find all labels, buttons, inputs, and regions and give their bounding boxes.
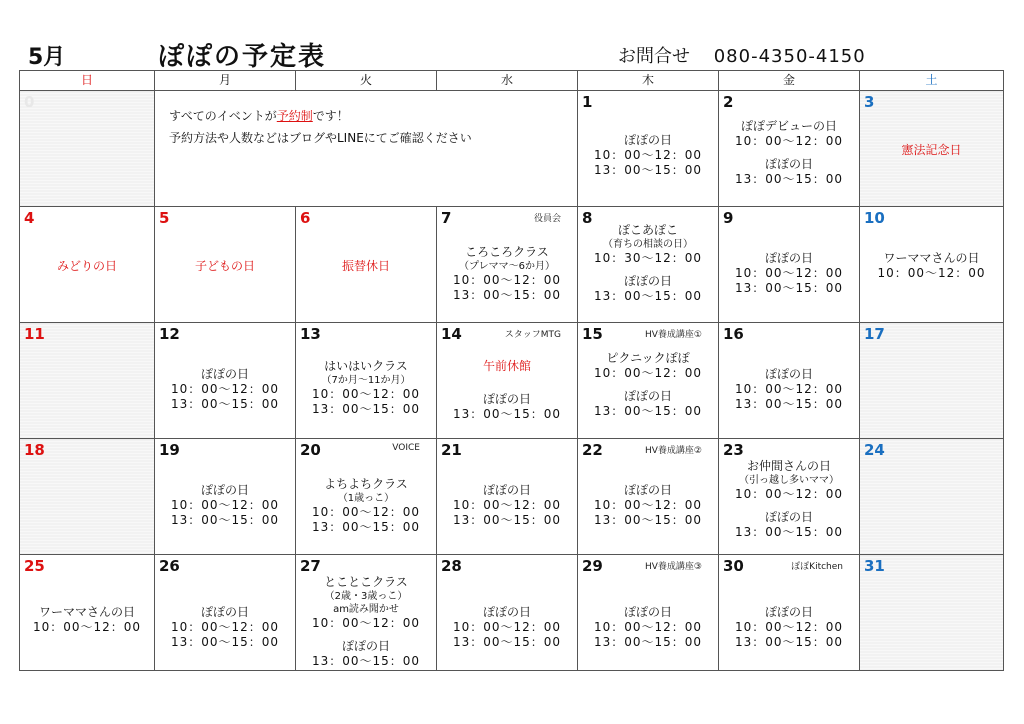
day-events xyxy=(860,143,1003,158)
day-number: 20 xyxy=(300,441,321,459)
calendar-table xyxy=(19,70,1004,671)
day-number: 27 xyxy=(300,557,321,575)
holiday-label: 子どもの日 xyxy=(194,259,255,273)
event-note: （引っ越し多いママ） xyxy=(739,475,839,486)
day-number: 24 xyxy=(864,441,885,459)
day-tag: HV養成講座③ xyxy=(645,562,702,572)
event-time: 10：00～12：00 xyxy=(452,273,562,287)
event-title: ころころクラス xyxy=(465,245,549,259)
event-time: 13：00～15：00 xyxy=(452,288,562,302)
day-events xyxy=(155,367,295,412)
day-cell-15 xyxy=(578,323,719,439)
day-cell-21 xyxy=(437,439,578,555)
day-cell-14 xyxy=(437,323,578,439)
event-title: ぽぽの日 xyxy=(623,605,672,619)
event-title: ぽぽの日 xyxy=(623,483,672,497)
day-tag: スタッフMTG xyxy=(504,330,561,340)
day-events xyxy=(578,133,718,178)
event-time: 10：00～12：00 xyxy=(593,620,703,634)
event-time: 10：30～12：00 xyxy=(593,251,703,265)
day-events xyxy=(578,223,718,304)
event-title: ぽぽの日 xyxy=(482,605,531,619)
day-events xyxy=(20,259,154,274)
event-time: 13：00～15：00 xyxy=(593,513,703,527)
event-title: ぽぽの日 xyxy=(623,274,672,288)
day-events xyxy=(578,483,718,528)
weekday-mon: 月 xyxy=(155,71,296,91)
event-time: 13：00～15：00 xyxy=(170,397,280,411)
day-number: 16 xyxy=(723,325,744,343)
day-events xyxy=(20,605,154,635)
day-cell-9 xyxy=(719,207,860,323)
notice-text xyxy=(169,105,472,149)
day-cell-11 xyxy=(20,323,155,439)
event-title: ぽぽの日 xyxy=(764,605,813,619)
event-note: am読み聞かせ xyxy=(333,604,399,615)
notice-post: です！ xyxy=(312,109,349,123)
day-number: 5 xyxy=(159,209,170,227)
day-number: 28 xyxy=(441,557,462,575)
event-title: ぽぽの日 xyxy=(200,483,249,497)
event-title: よちよちクラス xyxy=(324,477,408,491)
day-cell-26 xyxy=(155,555,296,671)
day-number: 6 xyxy=(300,209,311,227)
day-number: 22 xyxy=(582,441,603,459)
notice-line-2: 予約方法や人数などはブログやLINEにてご確認ください xyxy=(169,131,472,145)
event-title: ぽぽデビューの日 xyxy=(740,119,837,133)
day-number: 8 xyxy=(582,209,593,227)
day-number: 3 xyxy=(864,93,875,111)
event-time: 10：00～12：00 xyxy=(311,616,421,630)
event-title: ぽぽの日 xyxy=(200,367,249,381)
day-number: 17 xyxy=(864,325,885,343)
day-events xyxy=(155,483,295,528)
weekday-sun: 日 xyxy=(20,71,155,91)
notice-cell xyxy=(155,91,578,207)
closure-label: 午前休館 xyxy=(482,359,531,373)
day-events xyxy=(719,251,859,296)
notice-line-1 xyxy=(169,105,472,127)
event-time: 10：00～12：00 xyxy=(877,266,986,280)
day-number: 4 xyxy=(24,209,35,227)
day-number: 7 xyxy=(441,209,452,227)
week-row xyxy=(20,323,1004,439)
week-row xyxy=(20,439,1004,555)
day-events xyxy=(719,459,859,540)
event-time: 13：00～15：00 xyxy=(593,404,703,418)
day-cell-28 xyxy=(437,555,578,671)
event-title: ぽぽの日 xyxy=(482,483,531,497)
event-time: 13：00～15：00 xyxy=(452,513,562,527)
day-events xyxy=(296,477,436,535)
day-number: 0 xyxy=(24,93,35,111)
day-events xyxy=(296,359,436,417)
day-events xyxy=(860,251,1003,281)
week-row xyxy=(20,91,1004,207)
event-time: 13：00～15：00 xyxy=(170,513,280,527)
event-time: 10：00～12：00 xyxy=(32,620,142,634)
event-time: 13：00～15：00 xyxy=(452,407,562,421)
contact-info xyxy=(618,42,866,68)
day-cell-5 xyxy=(155,207,296,323)
event-time: 13：00～15：00 xyxy=(593,289,703,303)
weekday-header-row xyxy=(20,71,1004,91)
contact-label: お問合せ xyxy=(618,46,690,67)
notice-pre: すべてのイベントが xyxy=(169,109,277,123)
day-cell-24 xyxy=(860,439,1004,555)
day-cell-31 xyxy=(860,555,1004,671)
holiday-label: 振替休日 xyxy=(341,259,390,273)
notice-emphasis: 予約制 xyxy=(276,109,313,123)
day-cell-0 xyxy=(20,91,155,207)
day-number: 15 xyxy=(582,325,603,343)
day-cell-4 xyxy=(20,207,155,323)
day-number: 14 xyxy=(441,325,462,343)
day-number: 29 xyxy=(582,557,603,575)
day-cell-16 xyxy=(719,323,860,439)
day-cell-12 xyxy=(155,323,296,439)
event-time: 13：00～15：00 xyxy=(734,281,844,295)
day-events xyxy=(155,259,295,274)
day-number: 11 xyxy=(24,325,45,343)
day-cell-17 xyxy=(860,323,1004,439)
holiday-label: 憲法記念日 xyxy=(901,143,962,157)
day-events xyxy=(296,575,436,669)
day-cell-3 xyxy=(860,91,1004,207)
day-cell-6 xyxy=(296,207,437,323)
event-time: 10：00～12：00 xyxy=(734,134,844,148)
event-time: 13：00～15：00 xyxy=(170,635,280,649)
day-cell-25 xyxy=(20,555,155,671)
day-events xyxy=(719,367,859,412)
day-cell-1 xyxy=(578,91,719,207)
day-number: 30 xyxy=(723,557,744,575)
day-number: 12 xyxy=(159,325,180,343)
event-time: 10：00～12：00 xyxy=(170,498,280,512)
month-label: 5月 xyxy=(28,45,66,70)
event-time: 10：00～12：00 xyxy=(311,387,421,401)
day-cell-22 xyxy=(578,439,719,555)
day-tag: 役員会 xyxy=(533,214,561,224)
event-time: 10：00～12：00 xyxy=(734,620,844,634)
day-cell-27 xyxy=(296,555,437,671)
day-number: 26 xyxy=(159,557,180,575)
day-events xyxy=(296,259,436,274)
day-tag: HV養成講座① xyxy=(645,330,702,340)
day-number: 21 xyxy=(441,441,462,459)
page-title: ぽぽの予定表 xyxy=(158,42,327,72)
event-time: 10：00～12：00 xyxy=(734,487,844,501)
event-title: はいはいクラス xyxy=(324,359,408,373)
event-time: 10：00～12：00 xyxy=(593,498,703,512)
day-events xyxy=(155,605,295,650)
day-cell-2 xyxy=(719,91,860,207)
day-cell-13 xyxy=(296,323,437,439)
event-time: 10：00～12：00 xyxy=(593,148,703,162)
event-time: 13：00～15：00 xyxy=(311,520,421,534)
weekday-thu: 木 xyxy=(578,71,719,91)
event-time: 10：00～12：00 xyxy=(170,620,280,634)
day-number: 25 xyxy=(24,557,45,575)
day-cell-29 xyxy=(578,555,719,671)
day-tag: VOICE xyxy=(392,443,420,453)
event-title: とことこクラス xyxy=(324,575,408,589)
week-row xyxy=(20,207,1004,323)
day-cell-7 xyxy=(437,207,578,323)
header xyxy=(20,36,1004,72)
event-time: 13：00～15：00 xyxy=(734,397,844,411)
day-number: 10 xyxy=(864,209,885,227)
event-title: ぽぽの日 xyxy=(764,251,813,265)
event-note: （育ちの相談の日） xyxy=(603,239,693,250)
day-number: 1 xyxy=(582,93,593,111)
day-events xyxy=(719,119,859,187)
day-cell-8 xyxy=(578,207,719,323)
day-tag: ぽぽKitchen xyxy=(791,562,843,572)
day-events xyxy=(437,483,577,528)
event-time: 10：00～12：00 xyxy=(452,498,562,512)
day-number: 9 xyxy=(723,209,734,227)
day-number: 2 xyxy=(723,93,734,111)
event-time: 13：00～15：00 xyxy=(452,635,562,649)
event-note: （2歳・3歳っこ） xyxy=(324,591,408,602)
day-cell-20 xyxy=(296,439,437,555)
event-time: 13：00～15：00 xyxy=(734,172,844,186)
day-number: 13 xyxy=(300,325,321,343)
event-time: 13：00～15：00 xyxy=(593,635,703,649)
day-cell-18 xyxy=(20,439,155,555)
day-cell-19 xyxy=(155,439,296,555)
weekday-tue: 火 xyxy=(296,71,437,91)
holiday-label: みどりの日 xyxy=(56,259,117,273)
event-time: 13：00～15：00 xyxy=(311,654,421,668)
contact-number: 080-4350-4150 xyxy=(713,46,866,67)
event-time: 13：00～15：00 xyxy=(734,525,844,539)
day-cell-23 xyxy=(719,439,860,555)
weekday-wed: 水 xyxy=(437,71,578,91)
day-events xyxy=(578,605,718,650)
day-number: 23 xyxy=(723,441,744,459)
event-time: 10：00～12：00 xyxy=(734,266,844,280)
event-title: ぽぽの日 xyxy=(764,510,813,524)
event-time: 10：00～12：00 xyxy=(311,505,421,519)
event-title: ぽぽの日 xyxy=(623,133,672,147)
event-title: ワーママさんの日 xyxy=(883,251,980,265)
event-note: （プレママ～6か月） xyxy=(459,261,555,272)
event-title: ぽぽの日 xyxy=(764,157,813,171)
event-time: 10：00～12：00 xyxy=(452,620,562,634)
event-title: ワーママさんの日 xyxy=(38,605,135,619)
event-title: お仲間さんの日 xyxy=(746,459,831,473)
weekday-sat: 土 xyxy=(860,71,1004,91)
event-title: ぽぽの日 xyxy=(482,392,531,406)
event-title: ぽぽの日 xyxy=(200,605,249,619)
day-number: 19 xyxy=(159,441,180,459)
event-title: ぽぽの日 xyxy=(623,389,672,403)
day-tag: HV養成講座② xyxy=(645,446,702,456)
event-note: （1歳っこ） xyxy=(337,493,395,504)
day-number: 31 xyxy=(864,557,885,575)
event-title: ピクニックぽぽ xyxy=(606,351,690,365)
day-cell-30 xyxy=(719,555,860,671)
event-time: 10：00～12：00 xyxy=(170,382,280,396)
event-title: ぽこあぽこ xyxy=(617,223,678,237)
day-number: 18 xyxy=(24,441,45,459)
day-events xyxy=(578,351,718,419)
day-events xyxy=(437,359,577,422)
event-note: （7か月～11か月） xyxy=(321,375,411,386)
weekday-fri: 金 xyxy=(719,71,860,91)
day-events xyxy=(719,605,859,650)
event-time: 10：00～12：00 xyxy=(734,382,844,396)
event-time: 13：00～15：00 xyxy=(311,402,421,416)
event-time: 13：00～15：00 xyxy=(734,635,844,649)
event-title: ぽぽの日 xyxy=(341,639,390,653)
event-time: 13：00～15：00 xyxy=(593,163,703,177)
day-cell-10 xyxy=(860,207,1004,323)
event-time: 10：00～12：00 xyxy=(593,366,703,380)
week-row xyxy=(20,555,1004,671)
day-events xyxy=(437,605,577,650)
event-title: ぽぽの日 xyxy=(764,367,813,381)
day-events xyxy=(437,245,577,303)
